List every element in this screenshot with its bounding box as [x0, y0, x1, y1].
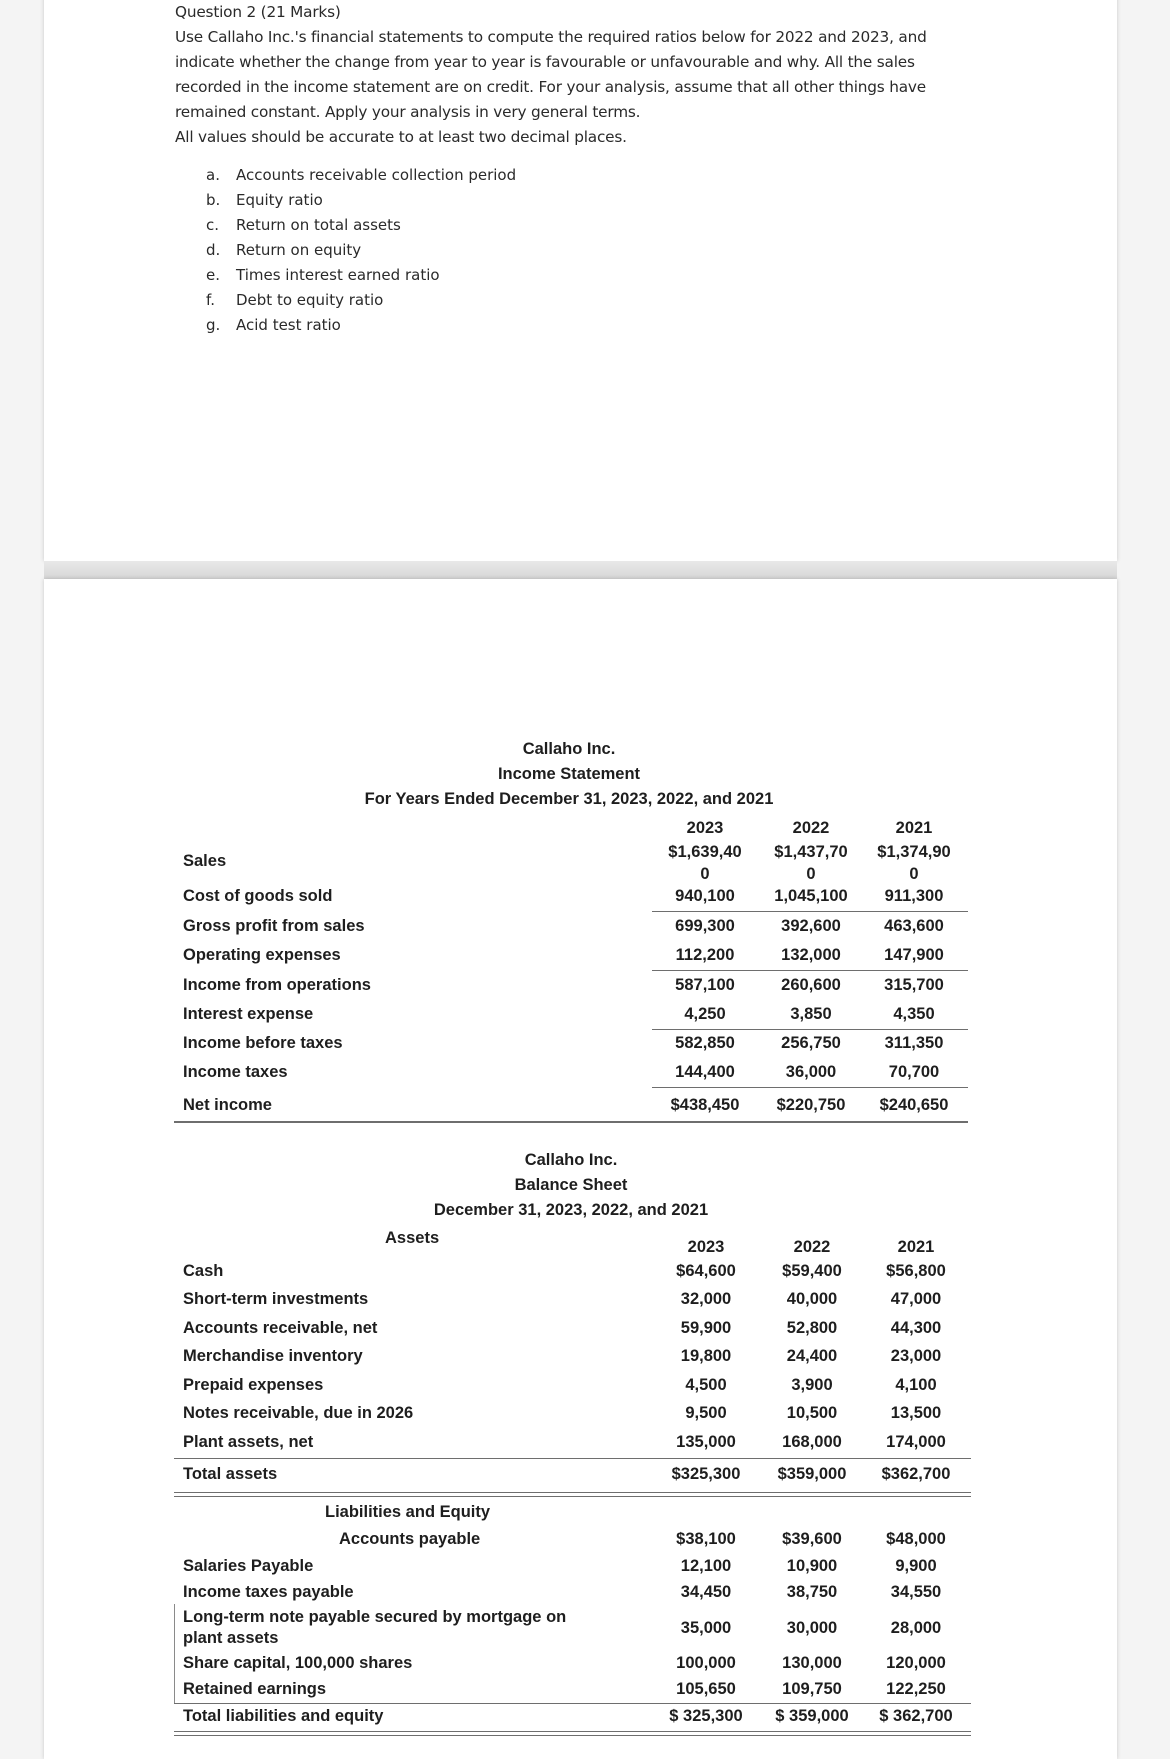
- bs-value: $ 359,000: [775, 1707, 849, 1725]
- list-letter: g.: [206, 316, 221, 334]
- is-row-label: Interest expense: [183, 1005, 314, 1023]
- is-value: 392,600: [781, 917, 841, 935]
- is-sales-2023-wrap: 0: [700, 865, 710, 883]
- table-border: [174, 1604, 175, 1703]
- bs-year-2022: 2022: [793, 1238, 831, 1256]
- is-value: 36,000: [785, 1063, 837, 1081]
- is-year-2023: 2023: [686, 819, 724, 837]
- is-sales-2022: $1,437,70: [774, 843, 848, 861]
- divider: [174, 1703, 971, 1704]
- is-value: 699,300: [675, 917, 735, 935]
- bs-value: 23,000: [890, 1347, 942, 1365]
- bs-value: 10,900: [786, 1557, 838, 1575]
- list-letter: b.: [206, 191, 221, 209]
- list-item: Debt to equity ratio: [236, 291, 384, 309]
- bs-value: 59,900: [680, 1319, 732, 1337]
- is-value: 4,350: [893, 1005, 935, 1023]
- bs-value: 13,500: [890, 1404, 942, 1422]
- bs-value: 34,450: [680, 1583, 732, 1601]
- is-row-label: Income before taxes: [183, 1034, 343, 1052]
- is-value: 940,100: [675, 887, 735, 905]
- bs-value: 4,100: [895, 1376, 937, 1394]
- bs-value: 44,300: [890, 1319, 942, 1337]
- is-row-label: Operating expenses: [183, 946, 341, 964]
- is-value: 260,600: [781, 976, 841, 994]
- is-value: 582,850: [675, 1034, 735, 1052]
- bs-row-label: Accounts payable: [339, 1530, 481, 1548]
- bs-row-label: Salaries Payable: [183, 1557, 314, 1575]
- bs-value: $359,000: [777, 1465, 847, 1483]
- divider: [652, 970, 968, 971]
- bs-value: 38,750: [786, 1583, 838, 1601]
- is-sales-2021: $1,374,90: [877, 843, 951, 861]
- bs-row-label: Plant assets, net: [183, 1433, 314, 1451]
- bs-row-label: Prepaid expenses: [183, 1376, 324, 1394]
- is-row-label: Income taxes: [183, 1063, 288, 1081]
- is-value: 256,750: [781, 1034, 841, 1052]
- bs-row-label: Share capital, 100,000 shares: [183, 1654, 413, 1672]
- bs-value: 168,000: [782, 1433, 842, 1451]
- is-sales-2021-wrap: 0: [909, 865, 919, 883]
- divider: [652, 911, 968, 912]
- bs-value: 3,900: [791, 1376, 833, 1394]
- bs-value: 100,000: [676, 1654, 736, 1672]
- bs-value: 12,100: [680, 1557, 732, 1575]
- question-line: All values should be accurate to at least two decimal places.: [175, 128, 627, 146]
- is-value: 3,850: [790, 1005, 832, 1023]
- bs-value: 52,800: [786, 1319, 838, 1337]
- list-item: Return on total assets: [236, 216, 401, 234]
- bs-value: 120,000: [886, 1654, 946, 1672]
- bs-value: $56,800: [886, 1262, 946, 1280]
- divider: [652, 1087, 968, 1088]
- question-line: Use Callaho Inc.'s financial statements to compute the required ratios below for 2022 and 2023, and: [175, 28, 927, 46]
- is-value: 147,900: [884, 946, 944, 964]
- bs-value: 4,500: [685, 1376, 727, 1394]
- page-gap: [44, 561, 1117, 579]
- is-row-label: Sales: [183, 852, 227, 870]
- bs-value: 40,000: [786, 1290, 838, 1308]
- bs-row-label: Notes receivable, due in 2026: [183, 1404, 414, 1422]
- bs-value: 28,000: [890, 1619, 942, 1637]
- bs-company: Callaho Inc.: [524, 1151, 618, 1169]
- list-item: Acid test ratio: [236, 316, 341, 334]
- divider: [652, 1029, 968, 1030]
- is-value: 1,045,100: [774, 887, 848, 905]
- bs-value: 130,000: [782, 1654, 842, 1672]
- is-value: $438,450: [670, 1096, 740, 1114]
- divider: [174, 1458, 971, 1459]
- is-sales-2022-wrap: 0: [806, 865, 816, 883]
- is-period: For Years Ended December 31, 2023, 2022, and 2021: [364, 790, 774, 808]
- is-value: 587,100: [675, 976, 735, 994]
- bs-value: 10,500: [786, 1404, 838, 1422]
- is-value: 4,250: [684, 1005, 726, 1023]
- bs-row-label: Long-term note payable secured by mortgage on: [183, 1608, 567, 1626]
- bs-row-label: Total liabilities and equity: [183, 1707, 384, 1725]
- list-letter: c.: [206, 216, 220, 234]
- divider: [174, 1121, 968, 1123]
- is-title: Income Statement: [497, 765, 641, 783]
- bs-row-label: Merchandise inventory: [183, 1347, 363, 1365]
- bs-value: 174,000: [886, 1433, 946, 1451]
- bs-value: 19,800: [680, 1347, 732, 1365]
- bs-value: 32,000: [680, 1290, 732, 1308]
- question-line: indicate whether the change from year to year is favourable or unfavourable and why. All the sales: [175, 53, 915, 71]
- bs-value: 30,000: [786, 1619, 838, 1637]
- bs-row-label: Cash: [183, 1262, 224, 1280]
- list-letter: e.: [206, 266, 220, 284]
- bs-liabilities-heading: Liabilities and Equity: [325, 1503, 491, 1521]
- is-value: 112,200: [675, 946, 735, 964]
- bs-value: 34,550: [890, 1583, 942, 1601]
- bs-row-label: Short-term investments: [183, 1290, 369, 1308]
- list-item: Accounts receivable collection period: [236, 166, 517, 184]
- bs-assets-heading: Assets: [385, 1229, 440, 1247]
- bs-value: 47,000: [890, 1290, 942, 1308]
- is-value: $220,750: [776, 1096, 846, 1114]
- list-item: Equity ratio: [236, 191, 323, 209]
- bs-row-label: Income taxes payable: [183, 1583, 354, 1601]
- is-value: 144,400: [675, 1063, 735, 1081]
- is-value: 132,000: [781, 946, 841, 964]
- bs-value: 122,250: [886, 1680, 946, 1698]
- is-company: Callaho Inc.: [522, 740, 616, 758]
- bs-row-label: Accounts receivable, net: [183, 1319, 378, 1337]
- bs-value: $64,600: [676, 1262, 736, 1280]
- bs-row-label-wrap: plant assets: [183, 1629, 279, 1647]
- is-row-label: Gross profit from sales: [183, 917, 365, 935]
- is-value: 463,600: [884, 917, 944, 935]
- bs-year-2021: 2021: [897, 1238, 935, 1256]
- list-item: Times interest earned ratio: [236, 266, 440, 284]
- bs-value: $48,000: [886, 1530, 946, 1548]
- bs-value: 9,900: [895, 1557, 937, 1575]
- double-divider: [174, 1731, 971, 1736]
- bs-value: 24,400: [786, 1347, 838, 1365]
- list-item: Return on equity: [236, 241, 362, 259]
- is-year-2021: 2021: [895, 819, 933, 837]
- is-row-label: Income from operations: [183, 976, 371, 994]
- is-sales-2023: $1,639,40: [668, 843, 742, 861]
- bs-value: $325,300: [671, 1465, 741, 1483]
- bs-value: $59,400: [782, 1262, 842, 1280]
- bs-value: $ 362,700: [879, 1707, 953, 1725]
- list-letter: f.: [206, 291, 215, 309]
- question-line: recorded in the income statement are on credit. For your analysis, assume that all other things have: [175, 78, 926, 96]
- is-value: 315,700: [884, 976, 944, 994]
- is-value: 70,700: [888, 1063, 940, 1081]
- question-line: remained constant. Apply your analysis in very general terms.: [175, 103, 641, 121]
- is-value: $240,650: [879, 1096, 949, 1114]
- bs-value: 105,650: [676, 1680, 736, 1698]
- bs-value: $38,100: [676, 1530, 736, 1548]
- bs-row-label: Total assets: [183, 1465, 278, 1483]
- bs-value: 35,000: [680, 1619, 732, 1637]
- question-title: Question 2 (21 Marks): [175, 3, 341, 21]
- bs-value: $362,700: [881, 1465, 951, 1483]
- is-value: 311,350: [884, 1034, 944, 1052]
- is-value: 911,300: [884, 887, 944, 905]
- bs-value: 135,000: [676, 1433, 736, 1451]
- bs-year-2023: 2023: [687, 1238, 725, 1256]
- bs-value: $39,600: [782, 1530, 842, 1548]
- bs-title: Balance Sheet: [514, 1176, 628, 1194]
- list-letter: d.: [206, 241, 221, 259]
- is-row-label: Cost of goods sold: [183, 887, 333, 905]
- is-year-2022: 2022: [792, 819, 830, 837]
- double-divider: [174, 1492, 971, 1497]
- bs-value: 109,750: [782, 1680, 842, 1698]
- bs-period: December 31, 2023, 2022, and 2021: [433, 1201, 709, 1219]
- bs-row-label: Retained earnings: [183, 1680, 327, 1698]
- bs-value: 9,500: [685, 1404, 727, 1422]
- bs-value: $ 325,300: [669, 1707, 743, 1725]
- is-row-label: Net income: [183, 1096, 272, 1114]
- list-letter: a.: [206, 166, 220, 184]
